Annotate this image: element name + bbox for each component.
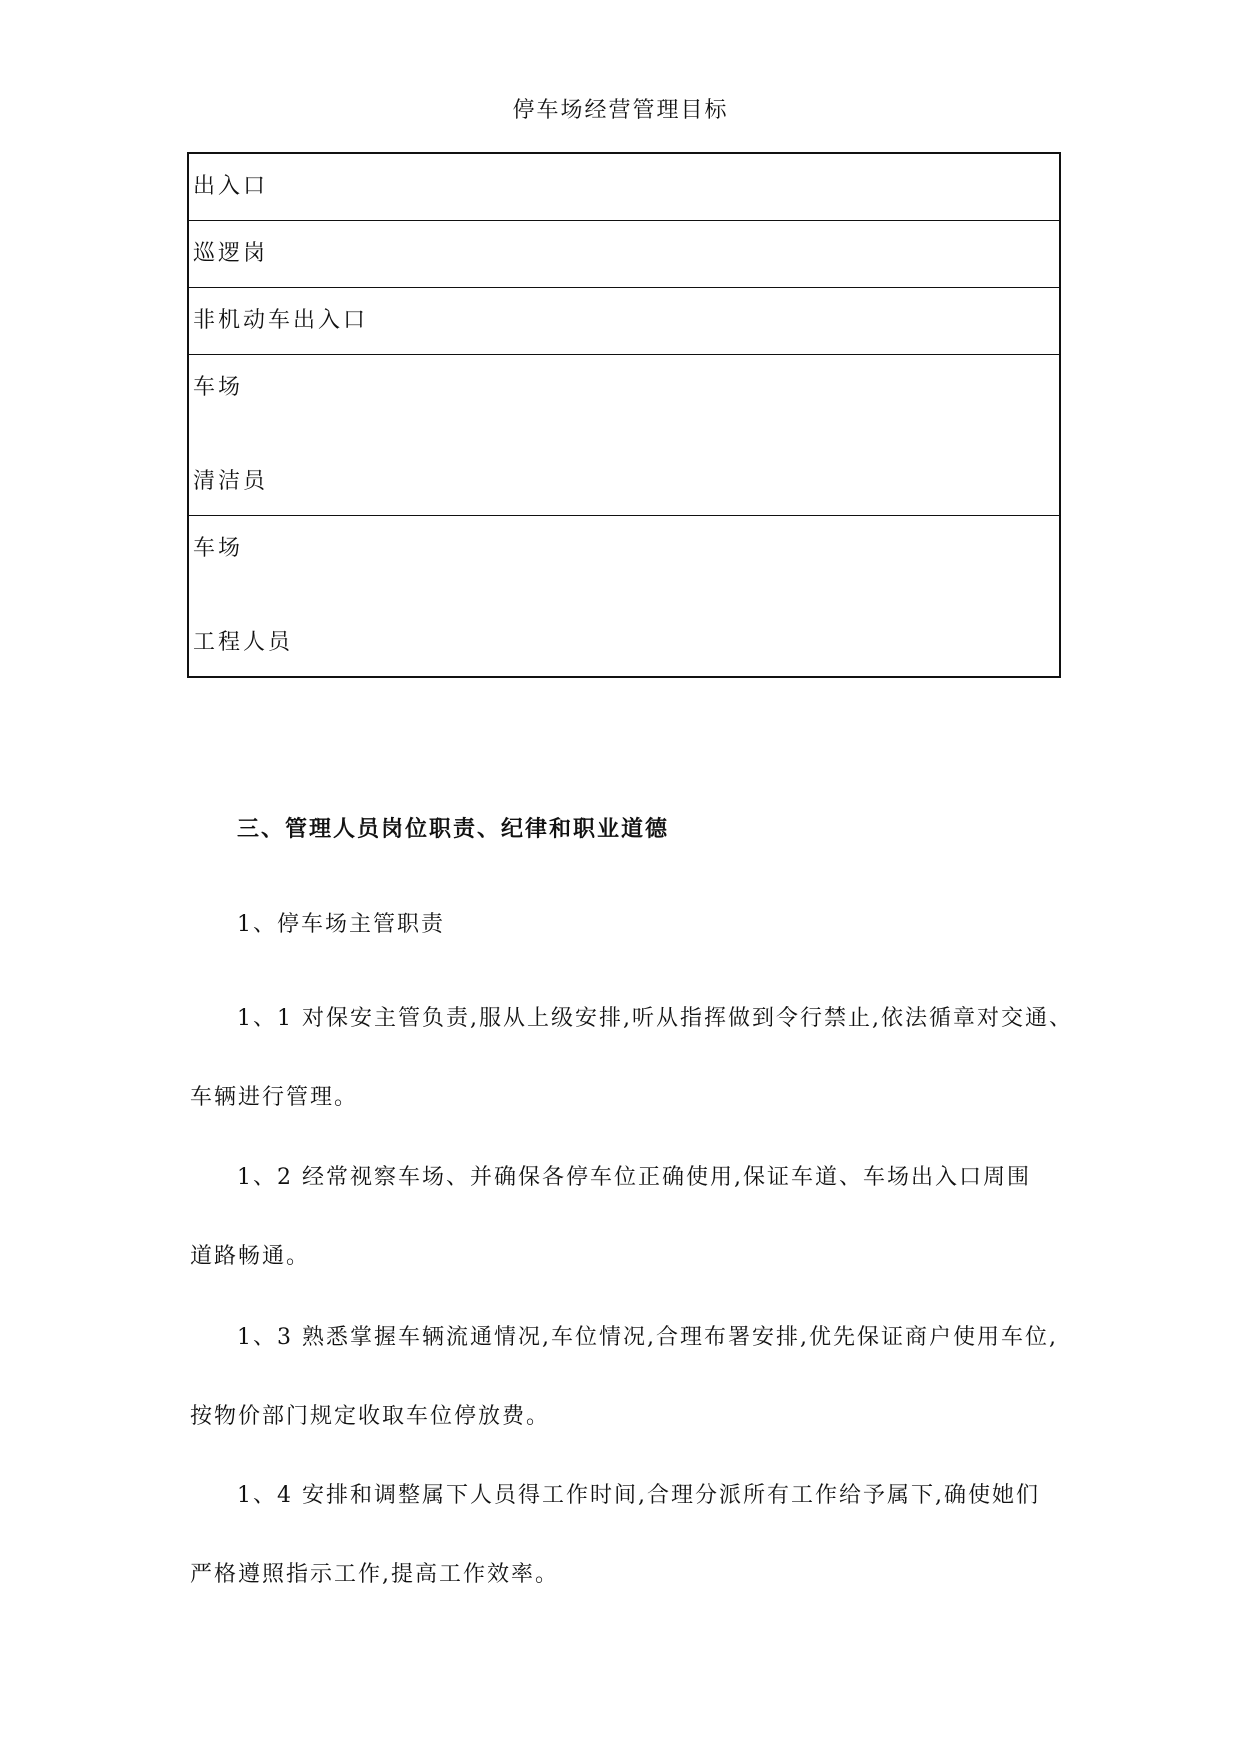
section-heading: 三、管理人员岗位职责、纪律和职业道德 xyxy=(237,816,670,842)
post-table xyxy=(187,152,1061,678)
cell-text: 工程人员 xyxy=(193,630,294,655)
cell-text: 非机动车出入口 xyxy=(193,308,369,333)
paragraph xyxy=(190,1323,1060,1432)
cell-text: 出入口 xyxy=(193,174,269,199)
paragraph-line: 按物价部门规定收取车位停放费。 xyxy=(190,1404,551,1429)
cell-text: 车场 xyxy=(193,536,244,561)
table-row xyxy=(188,288,1060,355)
paragraph-line: 道路畅通。 xyxy=(190,1244,311,1269)
paragraph-line: 1、4 安排和调整属下人员得工作时间,合理分派所有工作给予属下,确使她们 xyxy=(237,1483,1040,1508)
table-cell xyxy=(188,516,1060,678)
table-cell xyxy=(188,221,1060,288)
paragraph-line: 1、1 对保安主管负责,服从上级安排,听从指挥做到令行禁止,依法循章对交通、 xyxy=(237,1006,1073,1031)
table-row xyxy=(188,221,1060,288)
table-cell xyxy=(188,288,1060,355)
table-cell xyxy=(188,153,1060,221)
document-title: 停车场经营管理目标 xyxy=(512,98,729,123)
cell-text: 清洁员 xyxy=(193,469,269,494)
table-cell xyxy=(188,355,1060,516)
paragraph xyxy=(190,1481,1060,1590)
paragraph xyxy=(190,1004,1073,1113)
paragraph-line: 1、3 熟悉掌握车辆流通情况,车位情况,合理布署安排,优先保证商户使用车位, xyxy=(237,1325,1058,1350)
table-row xyxy=(188,153,1060,221)
table-row xyxy=(188,355,1060,516)
cell-text: 巡逻岗 xyxy=(193,241,269,266)
paragraph-line: 严格遵照指示工作,提高工作效率。 xyxy=(190,1562,559,1587)
cell-text: 车场 xyxy=(193,375,244,400)
table-row xyxy=(188,516,1060,678)
sub-heading: 1、停车场主管职责 xyxy=(237,912,445,937)
paragraph xyxy=(190,1163,1060,1272)
paragraph-line: 车辆进行管理。 xyxy=(190,1085,359,1110)
paragraph-line: 1、2 经常视察车场、并确保各停车位正确使用,保证车道、车场出入口周围 xyxy=(237,1165,1031,1190)
